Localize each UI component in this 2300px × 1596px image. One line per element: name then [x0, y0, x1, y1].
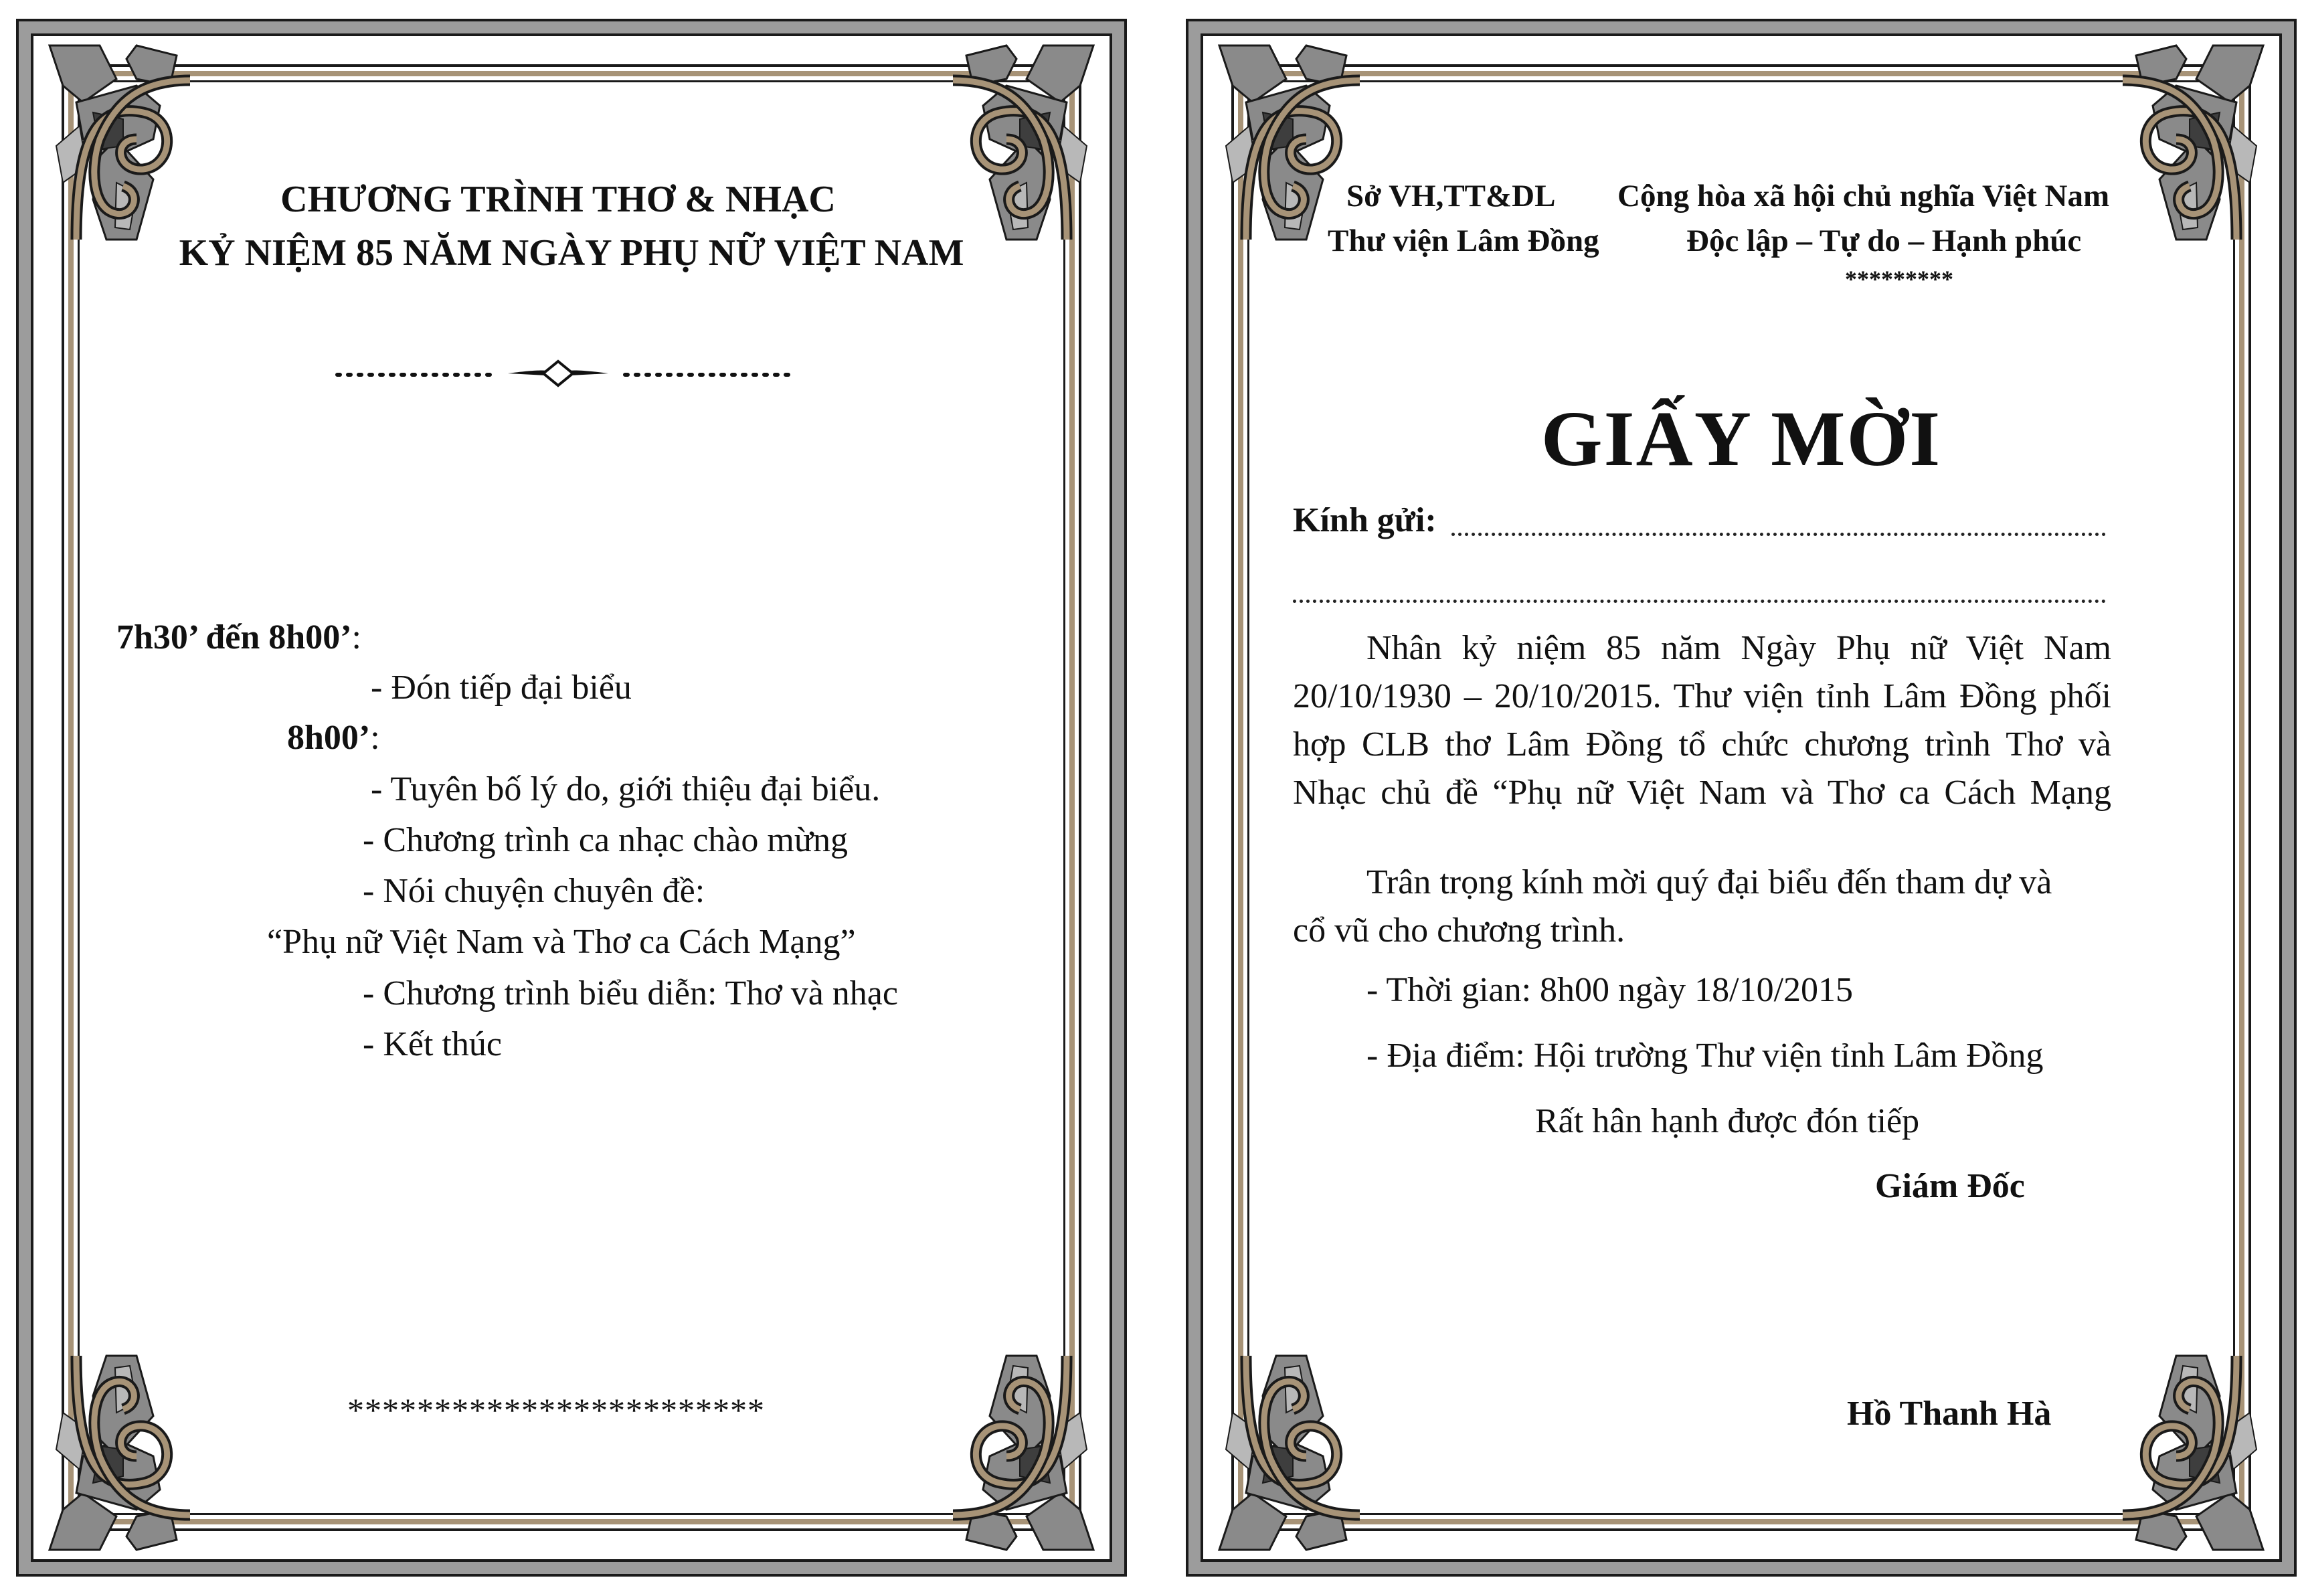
program-title: CHƯƠNG TRÌNH THƠ & NHẠC — [280, 179, 836, 220]
org-name: Sở VH,TT&DL — [1346, 179, 1556, 213]
body-line: 20/10/1930 – 20/10/2015. Thư viện tỉnh Lâm Đồng phối — [1293, 677, 2111, 715]
time-label: 8h00’ — [287, 719, 371, 757]
corner-ornament-icon — [1206, 39, 1360, 253]
corner-ornament-icon — [36, 1342, 190, 1557]
schedule-item: - Tuyên bố lý do, giới thiệu đại biểu. — [371, 770, 881, 808]
event-time: - Thời gian: 8h00 ngày 18/10/2015 — [1366, 971, 1854, 1009]
program-page — [16, 19, 1127, 1577]
time-label: 7h30’ đến 8h00’ — [116, 618, 352, 656]
schedule-time-opening — [287, 718, 380, 758]
nation-name: Cộng hòa xã hội chủ nghĩa Việt Nam — [1617, 179, 2110, 213]
schedule-item: - Nói chuyện chuyên đề: — [363, 872, 705, 910]
signer-title: Giám Đốc — [1875, 1167, 2025, 1205]
invitation-title: GIẤY MỜI — [1540, 395, 1942, 482]
corner-ornament-icon — [36, 39, 190, 253]
schedule-item: - Chương trình ca nhạc chào mừng — [363, 821, 849, 859]
corner-ornament-icon — [2123, 1342, 2277, 1557]
body-line: Nhân kỷ niệm 85 năm Ngày Phụ nữ Việt Nam — [1366, 629, 2111, 667]
diamond-divider-icon — [324, 353, 792, 393]
body-line: hợp CLB thơ Lâm Đồng tổ chức chương trình Thơ và — [1293, 725, 2111, 764]
invitation-request — [1293, 859, 2111, 955]
closing-stars: ************************ — [347, 1391, 765, 1429]
invitation-page — [1186, 19, 2297, 1577]
invitation-body — [1293, 624, 2111, 817]
recipient-line-2[interactable] — [1293, 600, 2106, 603]
welcome-text: Rất hân hạnh được đón tiếp — [1535, 1102, 1920, 1140]
corner-ornament-icon — [953, 1342, 1107, 1557]
program-subtitle: KỶ NIỆM 85 NĂM NGÀY PHỤ NỮ VIỆT NAM — [179, 232, 964, 274]
recipient-label: Kính gửi: — [1293, 501, 1437, 539]
org-unit: Thư viện Lâm Đồng — [1328, 224, 1599, 258]
schedule-item: - Chương trình biểu diễn: Thơ và nhạc — [363, 974, 898, 1012]
schedule-topic: “Phụ nữ Việt Nam và Thơ ca Cách Mạng” — [267, 923, 856, 961]
request-line: Trân trọng kính mời quý đại biểu đến tham dự và — [1366, 863, 2052, 901]
body-line: Nhạc chủ đề “Phụ nữ Việt Nam và Thơ ca Cách Mạng — [1293, 774, 2111, 812]
colon: : — [370, 719, 380, 757]
event-location: - Địa điểm: Hội trường Thư viện tỉnh Lâm Đồng — [1366, 1037, 2044, 1075]
corner-ornament-icon — [953, 39, 1107, 253]
recipient-line[interactable] — [1451, 533, 2106, 536]
corner-ornament-icon — [2123, 39, 2277, 253]
nation-motto: Độc lập – Tự do – Hạnh phúc — [1686, 224, 2082, 258]
corner-ornament-icon — [1206, 1342, 1360, 1557]
motto-stars: ********* — [1845, 266, 1953, 292]
schedule-item: - Đón tiếp đại biểu — [371, 669, 632, 707]
schedule-item: - Kết thúc — [363, 1025, 502, 1063]
colon: : — [351, 618, 361, 656]
schedule-time-arrival — [116, 618, 361, 657]
signer-name: Hồ Thanh Hà — [1847, 1395, 2052, 1433]
request-line: cổ vũ cho chương trình. — [1293, 911, 1625, 950]
